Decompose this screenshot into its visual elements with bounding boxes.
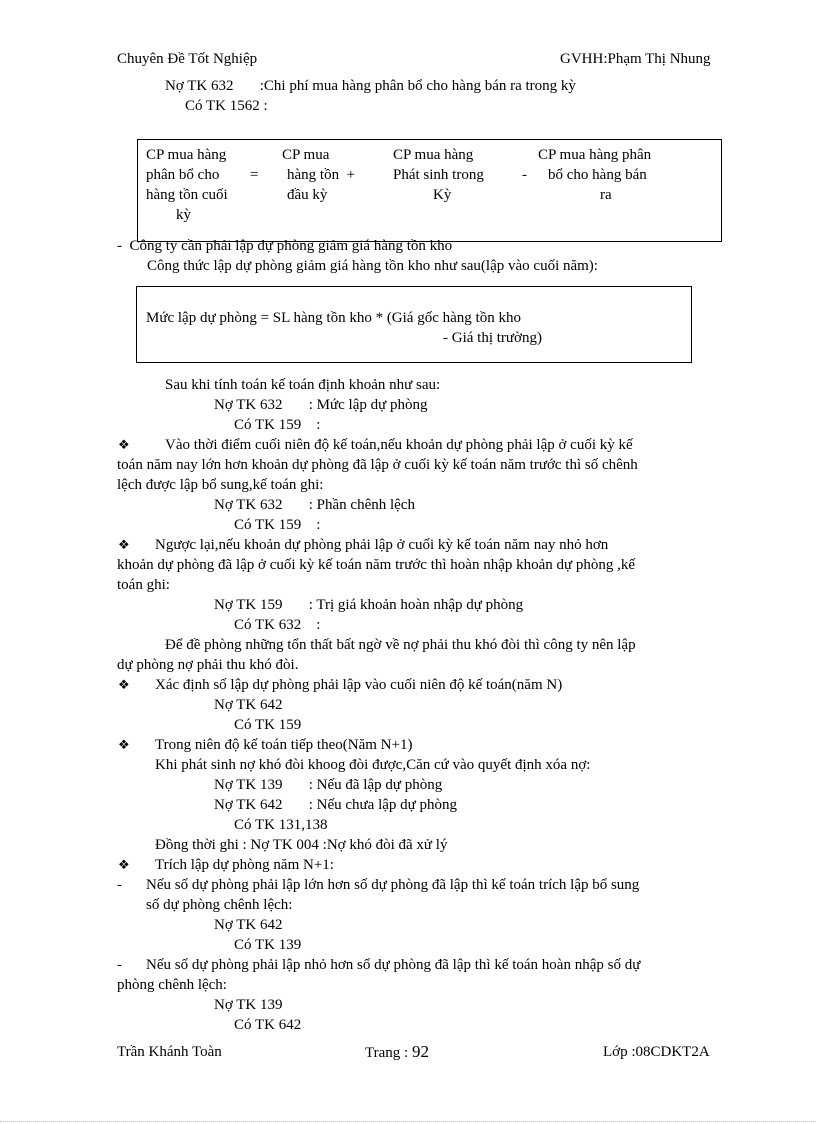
text-line: - Công ty cần phải lập dự phòng giảm giá hàng tồn kho [117,238,453,254]
text-line: Vào thời điểm cuối niên độ kế toán,nếu khoản dự phòng phải lập ở cuối kỳ kế [165,437,633,453]
formula-term: phân bổ cho [146,167,220,183]
journal-debit: Nợ TK 139 [214,997,283,1013]
dash-marker: - [117,877,122,893]
journal-credit: Có TK 632 : [234,617,321,633]
formula-term: CP mua hàng [146,147,227,163]
formula-term: CP mua hàng [393,147,474,163]
text-line: Nếu số dự phòng phải lập nhỏ hơn số dự phòng đã lập thì kế toán hoàn nhập số dự [146,957,641,973]
text-line: Đồng thời ghi : Nợ TK 004 :Nợ khó đòi đã xử lý [155,837,448,853]
page-number: 92 [411,1042,429,1061]
header-left: Chuyên Đề Tốt Nghiệp [117,51,258,67]
header-right: GVHH:Phạm Thị Nhung [560,51,711,67]
page-label: Trang : [365,1045,412,1061]
text-line: toán năm nay lớn hơn khoản dự phòng đã lập ở cuối kỳ kế toán năm trước thì số chênh [117,457,638,473]
text-line: Ngược lại,nếu khoản dự phòng phải lập ở cuối kỳ kế toán năm nay nhỏ hơn [155,537,609,553]
formula-term: CP mua hàng phân [538,147,652,163]
formula-term: ra [600,187,612,203]
formula-term: Kỳ [433,187,452,203]
formula-line: Mức lập dự phòng = SL hàng tồn kho * (Giá gốc hàng tồn kho [146,310,521,326]
journal-credit: Có TK 159 [234,717,302,733]
journal-debit: Nợ TK 642 [214,917,283,933]
journal-debit: Nợ TK 642 : Nếu chưa lập dự phòng [214,797,458,813]
text-line: khoản dự phòng đã lập ở cuối kỳ kế toán năm trước thì hoàn nhập khoản dự phòng ,kế [117,557,636,573]
bullet-icon: ❖ [118,677,130,692]
bullet-icon: ❖ [118,857,130,872]
formula-term: hàng tồn cuối [146,187,228,203]
formula-term: Phát sinh trong [393,167,484,183]
formula-minus: - [522,167,527,183]
formula-line: - Giá thị trường) [443,330,542,346]
journal-debit: Nợ TK 632 : Mức lập dự phòng [214,397,428,413]
text-line: Khi phát sinh nợ khó đòi khoog đòi được,Căn cứ vào quyết định xóa nợ: [155,757,591,773]
footer-class: Lớp :08CDKT2A [603,1044,710,1060]
formula-term: bổ cho hàng bán [548,167,647,183]
journal-debit: Nợ TK 139 : Nếu đã lập dự phòng [214,777,443,793]
text-line: Nợ TK 632 :Chi phí mua hàng phân bổ cho hàng bán ra trong kỳ [165,78,576,94]
journal-credit: Có TK 139 [234,937,302,953]
bullet-icon: ❖ [118,437,130,452]
journal-debit: Nợ TK 632 : Phần chênh lệch [214,497,415,513]
text-line: Có TK 1562 : [185,98,268,114]
formula-term: đầu kỳ [287,187,328,203]
journal-credit: Có TK 131,138 [234,817,328,833]
bullet-icon: ❖ [118,737,130,752]
text-line: Trong niên độ kế toán tiếp theo(Năm N+1) [155,737,413,753]
text-line: Xác định số lập dự phòng phải lập vào cuối niên độ kế toán(năm N) [155,677,563,693]
journal-credit: Có TK 642 [234,1017,302,1033]
text-line: Trích lập dự phòng năm N+1: [155,857,334,873]
bullet-icon: ❖ [118,537,130,552]
text-line: số dự phòng chênh lệch: [146,897,293,913]
text-line: lệch được lập bổ sung,kế toán ghi: [117,477,324,493]
text-line: Nếu số dự phòng phải lập lớn hơn số dự phòng đã lập thì kế toán trích lập bổ sung [146,877,640,893]
text-line: Sau khi tính toán kế toán định khoản như sau: [165,377,441,393]
formula-term: hàng tồn + [287,167,356,183]
journal-credit: Có TK 159 : [234,517,321,533]
footer-author: Trần Khánh Toàn [117,1044,222,1060]
text-line: phòng chênh lệch: [117,977,227,993]
journal-credit: Có TK 159 : [234,417,321,433]
formula-term: CP mua [282,147,330,163]
text-line: Công thức lập dự phòng giảm giá hàng tồn kho như sau(lập vào cuối năm): [147,258,598,274]
formula-term: kỳ [176,207,191,223]
text-line: Để đề phòng những tổn thất bất ngờ về nợ phải thu khó đòi thì công ty nên lập [165,637,636,653]
dash-marker: - [117,957,122,973]
page-edge-divider [0,1121,816,1122]
text-line: dự phòng nợ phải thu khó đòi. [117,657,299,673]
footer-page-label [365,1043,429,1062]
journal-debit: Nợ TK 642 [214,697,283,713]
formula-equals: = [250,167,259,183]
text-line: toán ghi: [117,577,170,593]
journal-debit: Nợ TK 159 : Trị giá khoản hoàn nhập dự phòng [214,597,524,613]
